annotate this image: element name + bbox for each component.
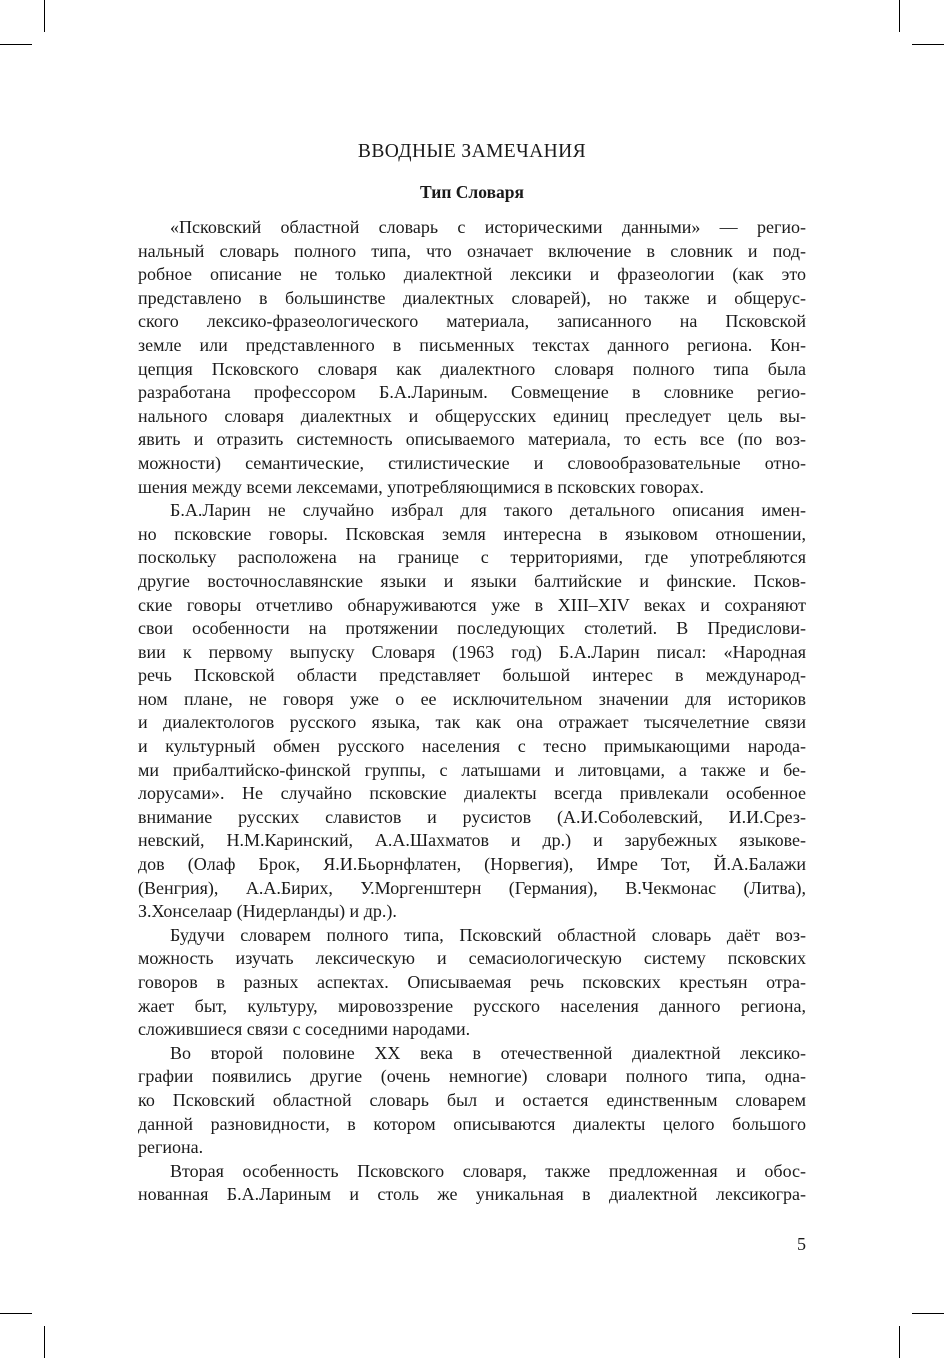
text-line: ские говоры отчетливо обнаруживаются уже в XIII–XIV веках и сохраняют (138, 594, 806, 615)
text-line: цепция Псковского словаря как диалектного словаря полного типа была (138, 358, 806, 379)
text-line: и культурный обмен русского населения с тесно примыкающими народа- (138, 736, 806, 757)
text-line: шения между всеми лексемами, употребляющимися в псковских говорах. (138, 476, 704, 497)
text-line: вии к первому выпуску Словаря (1963 год) Б.А.Ларин писал: «Народная (138, 641, 806, 662)
text-line: робное описание не только диалектной лексики и фразеологии (как это (138, 264, 806, 285)
text-line: но псковские говоры. Псковская земля интересна в языковом отношении, (138, 523, 806, 544)
page-number: 5 (797, 1234, 806, 1254)
crop-mark-top-right-horizontal (912, 44, 944, 45)
paragraph (138, 216, 806, 499)
text-line: другие восточнославянские языки и языки балтийские и финские. Псков- (138, 570, 806, 591)
text-line: представлено в большинстве диалектных словарей), но также и общерус- (138, 287, 806, 308)
text-line: внимание русских славистов и русистов (А.И.Соболевский, И.И.Срез- (138, 806, 806, 827)
text-line: ского лексико-фразеологического материала, записанного на Псковской (138, 311, 806, 332)
crop-mark-bottom-right-horizontal (912, 1313, 944, 1314)
text-line: можность изучать лексическую и семасиологическую систему псковских (138, 948, 806, 969)
text-line: ном плане, не говоря уже о ее исключительном значении для историков (138, 688, 806, 709)
text-line: можности) семантические, стилистические и словообразовательные отно- (138, 452, 806, 473)
crop-mark-top-left-horizontal (0, 44, 32, 45)
body-text (138, 216, 806, 1207)
text-line: нального словаря диалектных и общерусских единиц преследует цель вы- (138, 405, 806, 426)
paragraph (138, 924, 806, 1042)
paragraph (138, 1042, 806, 1160)
text-line: нальный словарь полного типа, что означает включение в словник и под- (138, 240, 806, 261)
text-line: данной разновидности, в котором описываются диалекты целого большого (138, 1113, 806, 1134)
crop-mark-bottom-left-horizontal (0, 1313, 32, 1314)
text-line: свои особенности на протяжении последующих столетий. В Предислови- (138, 618, 806, 639)
text-line: дов (Олаф Брок, Я.И.Бьорнфлатен, (Норвегия), Имре Тот, Й.А.Балажи (138, 854, 806, 875)
text-line: поскольку расположена на границе с территориями, где употребляются (138, 547, 806, 568)
text-line: лорусами». Не случайно псковские диалекты всегда привлекали особенное (138, 783, 806, 804)
text-line: графии появились другие (очень немногие) словари полного типа, одна- (138, 1066, 806, 1087)
text-line: ко Псковский областной словарь был и остается единственным словарем (138, 1089, 806, 1110)
text-line: явить и отразить системность описываемого материала, то есть все (по воз- (138, 429, 806, 450)
text-line: сложившиеся связи с соседними народами. (138, 1019, 471, 1040)
paragraph (138, 499, 806, 924)
paragraph (138, 1160, 806, 1207)
text-line: (Венгрия), А.А.Бирих, У.Моргенштерн (Германия), В.Чекмонас (Литва), (138, 877, 806, 898)
text-line: «Псковский областной словарь с историческими данными» — регио- (170, 217, 806, 237)
subsection-heading: Тип Словаря (420, 182, 524, 202)
text-line: З.Хонселаар (Нидерланды) и др.). (138, 901, 397, 922)
crop-mark-top-right (899, 0, 900, 32)
crop-mark-bottom-left (44, 1326, 45, 1358)
section-heading: ВВОДНЫЕ ЗАМЕЧАНИЯ (357, 141, 587, 162)
text-line: нованная Б.А.Лариным и столь же уникальная в диалектной лексикогра- (138, 1184, 806, 1205)
text-line: невский, Н.М.Каринский, А.А.Шахматов и др.) и зарубежных языкове- (138, 830, 806, 851)
text-line: жает быт, культуру, мировоззрение русского населения данного региона, (138, 995, 806, 1016)
text-line: Во второй половине XX века в отечественной диалектной лексико- (170, 1042, 806, 1063)
text-line: земле или представленного в письменных текстах данного региона. Кон- (138, 334, 806, 355)
text-line: Вторая особенность Псковского словаря, также предложенная и обос- (170, 1160, 806, 1181)
crop-mark-top-left (44, 0, 45, 32)
text-line: говоров в разных аспектах. Описываемая речь псковских крестьян отра- (138, 972, 806, 992)
text-line: ми прибалтийско-финской группы, с латышами и литовцами, а также и бе- (138, 759, 806, 780)
text-line: Б.А.Ларин не случайно избрал для такого детального описания имен- (170, 500, 806, 521)
text-line: Будучи словарем полного типа, Псковский областной словарь даёт воз- (170, 924, 806, 945)
text-line: речь Псковской области представляет большой интерес в международ- (138, 665, 806, 686)
text-line: разработана профессором Б.А.Лариным. Совмещение в словнике регио- (138, 382, 806, 403)
text-line: региона. (138, 1137, 204, 1158)
text-line: и диалектологов русского языка, так как она отражает тысячелетние связи (138, 712, 806, 733)
crop-mark-bottom-right (899, 1326, 900, 1358)
